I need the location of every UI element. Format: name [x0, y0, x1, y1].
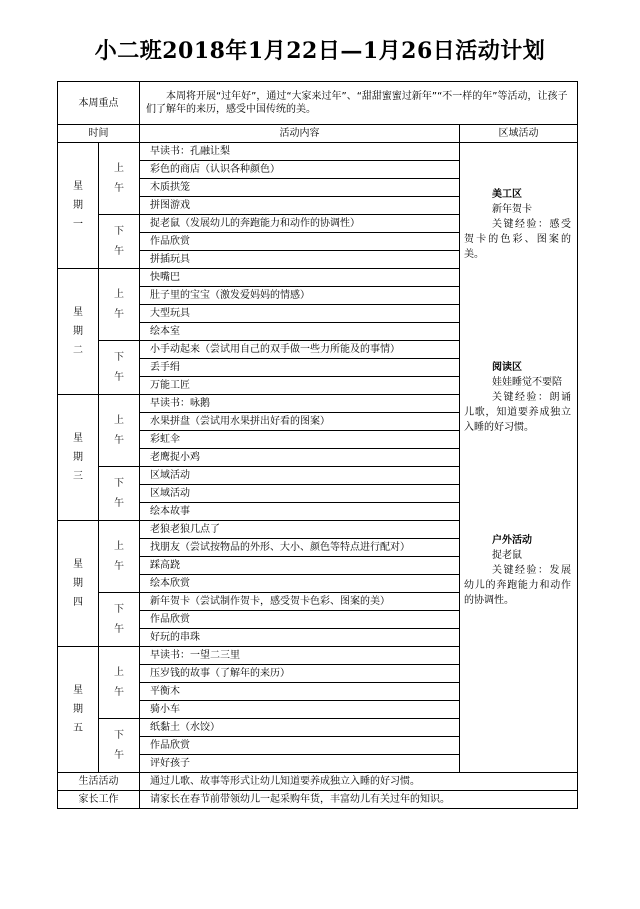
activity-cell: 评好孩子: [140, 755, 460, 773]
day-label-char: 三: [73, 471, 83, 482]
day-label-char: 四: [73, 597, 83, 608]
activity-cell: 作品欣赏: [140, 611, 460, 629]
day-label-char: 期: [73, 200, 83, 211]
activity-cell: 绘本欣赏: [140, 575, 460, 593]
morning-label: [99, 143, 140, 215]
morning-label: [99, 521, 140, 593]
afternoon-label: [99, 719, 140, 773]
activity-cell: 彩虹伞: [140, 431, 460, 449]
activity-cell: 老鹰捉小鸡: [140, 449, 460, 467]
morning-label: [99, 647, 140, 719]
activity-cell: 肚子里的宝宝（激发爱妈妈的情感）: [140, 287, 460, 305]
activity-cell: 拼插玩具: [140, 251, 460, 269]
afternoon-label: [99, 593, 140, 647]
day-label-char: 期: [73, 452, 83, 463]
activity-cell: 大型玩具: [140, 305, 460, 323]
activity-cell: 早读书：一望二三里: [140, 647, 460, 665]
day-label: [58, 143, 99, 269]
activity-plan-table: [57, 81, 578, 809]
half-day-char: 下: [114, 603, 124, 615]
area-item: 捉老鼠: [492, 550, 522, 561]
area-key-experience: [464, 217, 571, 262]
activity-row: [58, 143, 578, 161]
activity-cell: 绘本室: [140, 323, 460, 341]
activity-cell: 彩色的商店（认识各种颜色）: [140, 161, 460, 179]
area-name: 户外活动: [492, 535, 532, 546]
activity-cell: 木质拱笼: [140, 179, 460, 197]
activity-cell: 区域活动: [140, 467, 460, 485]
half-day-char: 午: [114, 623, 124, 635]
activity-cell: 区域活动: [140, 485, 460, 503]
activity-cell: 平衡木: [140, 683, 460, 701]
half-day-char: 上: [114, 162, 124, 174]
day-label-char: 星: [73, 181, 83, 192]
key-experience-label: 关键经验：: [492, 219, 550, 230]
activity-cell: 早读书：咏鹅: [140, 395, 460, 413]
activity-cell: 老狼老狼几点了: [140, 521, 460, 539]
day-label-char: 星: [73, 685, 83, 696]
activity-cell: 早读书：孔融让梨: [140, 143, 460, 161]
life-activity-text: 通过儿歌、故事等形式让幼儿知道要养成独立入睡的好习惯。: [140, 773, 578, 791]
half-day-char: 上: [114, 414, 124, 426]
day-label-char: 五: [73, 723, 83, 734]
area-activities-cell: [460, 143, 578, 773]
parent-work-label: 家长工作: [58, 791, 140, 809]
afternoon-label: [99, 341, 140, 395]
half-day-char: 午: [114, 371, 124, 383]
half-day-char: 上: [114, 666, 124, 678]
key-experience-text: 朗诵儿歌，知道要养成独立入睡的好习惯。: [464, 392, 572, 433]
day-label-char: 期: [73, 578, 83, 589]
weekly-focus-text: 本周将开展“过年好”，通过“大家来过年”、“甜甜蜜蜜过新年”“不一样的年”等活动，让孩子们了解年的来历，感受中国传统的美。: [140, 82, 578, 125]
activity-cell: 作品欣赏: [140, 737, 460, 755]
activity-cell: 拼图游戏: [140, 197, 460, 215]
half-day-char: 午: [114, 560, 124, 572]
half-day-char: 上: [114, 288, 124, 300]
area-block: [464, 533, 571, 608]
day-label-char: 二: [73, 345, 83, 356]
activity-cell: 压岁钱的故事（了解年的来历）: [140, 665, 460, 683]
day-label: [58, 521, 99, 647]
area-key-experience: [464, 563, 571, 608]
day-label: [58, 647, 99, 773]
key-experience-label: 关键经验：: [492, 392, 550, 403]
area-block: [464, 360, 571, 435]
activity-cell: 小手动起来（尝试用自己的双手做一些力所能及的事情）: [140, 341, 460, 359]
parent-work-text: 请家长在春节前带领幼儿一起采购年货，丰富幼儿有关过年的知识。: [140, 791, 578, 809]
day-label-char: 期: [73, 704, 83, 715]
day-label: [58, 269, 99, 395]
header-content: 活动内容: [140, 125, 460, 143]
day-label-char: 星: [73, 433, 83, 444]
weekly-focus-row: [58, 82, 578, 125]
half-day-char: 上: [114, 540, 124, 552]
half-day-char: 午: [114, 686, 124, 698]
half-day-char: 午: [114, 497, 124, 509]
key-experience-text: 发展幼儿的奔跑能力和动作的协调性。: [464, 565, 572, 606]
half-day-char: 下: [114, 729, 124, 741]
key-experience-text: 感受贺卡的色彩、图案的美。: [464, 219, 572, 260]
half-day-char: 午: [114, 749, 124, 761]
day-label-char: 一: [73, 219, 83, 230]
area-name: 阅读区: [492, 362, 522, 373]
life-activity-label: 生活活动: [58, 773, 140, 791]
activity-cell: 捉老鼠（发展幼儿的奔跑能力和动作的协调性）: [140, 215, 460, 233]
life-activity-row: [58, 773, 578, 791]
area-item: 娃娃睡觉不要陪: [492, 377, 562, 388]
activity-cell: 快嘴巴: [140, 269, 460, 287]
half-day-char: 午: [114, 434, 124, 446]
activity-cell: 纸黏土（水饺）: [140, 719, 460, 737]
afternoon-label: [99, 215, 140, 269]
half-day-char: 午: [114, 182, 124, 194]
activity-cell: 找朋友（尝试按物品的外形、大小、颜色等特点进行配对）: [140, 539, 460, 557]
activity-cell: 新年贺卡（尝试制作贺卡，感受贺卡色彩、图案的美）: [140, 593, 460, 611]
activity-cell: 水果拼盘（尝试用水果拼出好看的图案）: [140, 413, 460, 431]
page-title: 小二班2018年1月22日—1月26日活动计划: [94, 38, 546, 64]
weekly-focus-label: 本周重点: [58, 82, 140, 125]
activity-cell: 丢手绢: [140, 359, 460, 377]
day-label-char: 期: [73, 326, 83, 337]
area-name: 美工区: [492, 189, 522, 200]
half-day-char: 午: [114, 245, 124, 257]
activity-cell: 万能工匠: [140, 377, 460, 395]
activity-cell: 骑小车: [140, 701, 460, 719]
day-label-char: 星: [73, 307, 83, 318]
area-block: [464, 187, 571, 262]
half-day-char: 午: [114, 308, 124, 320]
activity-cell: 好玩的串珠: [140, 629, 460, 647]
day-label: [58, 395, 99, 521]
activity-cell: 踩高跷: [140, 557, 460, 575]
area-item: 新年贺卡: [492, 204, 532, 215]
parent-work-row: [58, 791, 578, 809]
day-label-char: 星: [73, 559, 83, 570]
afternoon-label: [99, 467, 140, 521]
morning-label: [99, 269, 140, 341]
area-key-experience: [464, 390, 571, 435]
activity-cell: 作品欣赏: [140, 233, 460, 251]
header-row: [58, 125, 578, 143]
morning-label: [99, 395, 140, 467]
half-day-char: 下: [114, 477, 124, 489]
half-day-char: 下: [114, 225, 124, 237]
header-area: 区域活动: [460, 125, 578, 143]
header-time: 时间: [58, 125, 140, 143]
key-experience-label: 关键经验：: [492, 565, 550, 576]
half-day-char: 下: [114, 351, 124, 363]
activity-cell: 绘本故事: [140, 503, 460, 521]
